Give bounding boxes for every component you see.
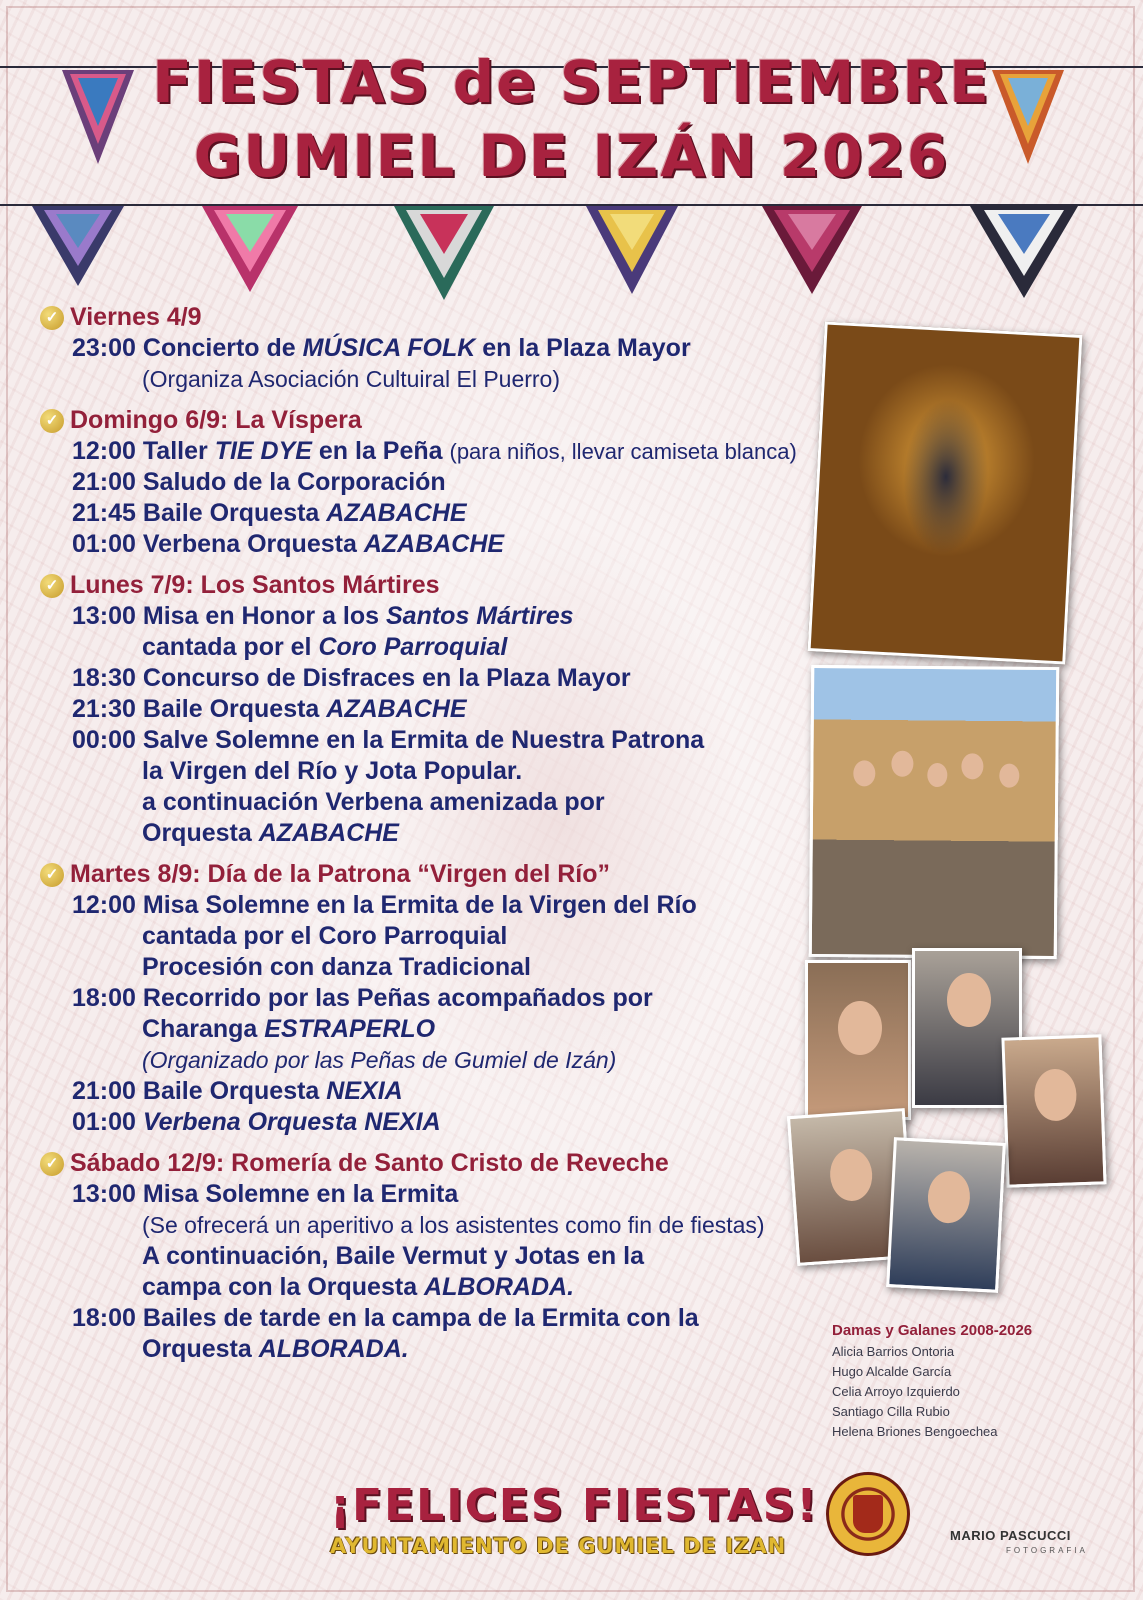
- event-line: [40, 529, 820, 560]
- poster-title-line1: FIESTAS de SEPTIEMBRE: [152, 48, 991, 116]
- event-highlight: Santos Mártires: [386, 602, 574, 630]
- event-line: [40, 364, 820, 395]
- virgin-altar-photo: [808, 321, 1083, 664]
- event-text: Charanga: [142, 1015, 265, 1043]
- portrait-photo-1: [805, 960, 911, 1120]
- event-text: 21:00 Saludo de la Corporación: [72, 468, 446, 496]
- event-highlight: (Organizado por las Peñas de Gumiel de Izán): [142, 1047, 617, 1073]
- checkmark-icon: ✓: [40, 1152, 64, 1176]
- event-text: 21:45 Baile Orquesta: [72, 499, 327, 527]
- event-line: [40, 818, 820, 849]
- event-line: [40, 1076, 820, 1107]
- event-highlight: AZABACHE: [326, 499, 467, 527]
- event-text: (para niños, llevar camiseta blanca): [449, 439, 797, 464]
- event-text: Orquesta: [142, 819, 259, 847]
- event-line: [40, 890, 820, 921]
- damas-name: Alicia Barrios Ontoria: [832, 1344, 955, 1359]
- event-line: [40, 756, 820, 787]
- damas-galanes-list: [832, 1322, 1092, 1442]
- photographer-credit: MARIO PASCUCCI: [950, 1528, 1071, 1543]
- event-line: [40, 601, 820, 632]
- day-block: [40, 405, 820, 560]
- event-line: [40, 333, 820, 364]
- event-highlight: MÚSICA FOLK: [302, 334, 476, 362]
- day-header: [40, 570, 820, 601]
- portrait-photo-3: [1001, 1034, 1106, 1187]
- event-line: [40, 1303, 820, 1334]
- bunting-flag-1: [30, 204, 126, 292]
- day-block: [40, 570, 820, 849]
- day-title: Martes 8/9: Día de la Patrona “Virgen del Río”: [70, 860, 610, 888]
- event-text: (Organiza Asociación Cultuiral El Puerro): [142, 366, 561, 392]
- event-text: 00:00 Salve Solemne en la Ermita de Nuestra Patrona: [72, 726, 705, 754]
- event-text: 13:00 Misa Solemne en la Ermita: [72, 1180, 459, 1208]
- event-line: [40, 952, 820, 983]
- event-line: [40, 632, 820, 663]
- event-line: [40, 1045, 820, 1076]
- event-line: [40, 1179, 820, 1210]
- event-text: 21:30 Baile Orquesta: [72, 695, 327, 723]
- event-line: [40, 1334, 820, 1365]
- day-title: Domingo 6/9: La Víspera: [70, 406, 362, 434]
- event-text: cantada por el Coro Parroquial: [142, 922, 508, 950]
- event-line: [40, 983, 820, 1014]
- event-line: [40, 725, 820, 756]
- event-highlight: AZABACHE: [258, 819, 399, 847]
- event-text: 18:00 Bailes de tarde en la campa de la Ermita con la: [72, 1304, 699, 1332]
- day-title: Viernes 4/9: [70, 303, 202, 331]
- event-text: en la Plaza Mayor: [475, 334, 691, 362]
- event-highlight: Verbena Orquesta: [142, 1108, 365, 1136]
- damas-name: Santiago Cilla Rubio: [832, 1404, 950, 1419]
- event-line: [40, 1241, 820, 1272]
- felices-fiestas-heading: ¡FELICES FIESTAS!: [330, 1480, 819, 1531]
- event-highlight: NEXIA: [326, 1077, 403, 1105]
- event-text: 23:00 Concierto de: [72, 334, 303, 362]
- event-line: [40, 921, 820, 952]
- event-line: [40, 787, 820, 818]
- event-text: en la Peña: [311, 437, 450, 465]
- event-text: 13:00 Misa en Honor a los: [72, 602, 386, 630]
- day-header: [40, 1148, 820, 1179]
- bunting-flag-3: [392, 204, 496, 308]
- group-street-photo: [809, 665, 1060, 959]
- checkmark-icon: ✓: [40, 409, 64, 433]
- damas-name: Hugo Alcalde García: [832, 1364, 952, 1379]
- event-line: [40, 1272, 820, 1303]
- event-text: a continuación Verbena amenizada por: [142, 788, 605, 816]
- bunting-flag-5: [760, 204, 864, 300]
- day-title: Sábado 12/9: Romería de Santo Cristo de Reveche: [70, 1149, 669, 1177]
- ayuntamiento-label: AYUNTAMIENTO DE GUMIEL DE IZAN: [330, 1534, 787, 1558]
- event-text: 01:00 Verbena Orquesta: [72, 530, 364, 558]
- event-text: 18:30 Concurso de Disfraces en la Plaza Mayor: [72, 664, 631, 692]
- event-highlight: ALBORADA.: [258, 1335, 409, 1363]
- checkmark-icon: ✓: [40, 306, 64, 330]
- event-line: [40, 694, 820, 725]
- day-block: [40, 859, 820, 1138]
- town-seal-icon: [826, 1472, 910, 1556]
- damas-name: Helena Briones Bengoechea: [832, 1424, 998, 1439]
- event-highlight: NEXIA: [364, 1108, 441, 1136]
- damas-name: Celia Arroyo Izquierdo: [832, 1384, 960, 1399]
- event-text: la Virgen del Río y Jota Popular.: [142, 757, 523, 785]
- event-text: 18:00 Recorrido por las Peñas acompañados por: [72, 984, 653, 1012]
- day-block: [40, 302, 820, 395]
- photographer-credit-sub: FOTOGRAFIA: [1006, 1546, 1088, 1555]
- event-highlight: TIE DYE: [214, 437, 312, 465]
- event-text: 12:00 Misa Solemne en la Ermita de la Virgen del Río: [72, 891, 697, 919]
- event-text: 12:00 Taller: [72, 437, 215, 465]
- event-highlight: AZABACHE: [363, 530, 505, 558]
- event-text: Procesión con danza Tradicional: [142, 953, 531, 981]
- bunting-flag-6: [968, 204, 1080, 304]
- event-text: cantada por el: [142, 633, 319, 661]
- checkmark-icon: ✓: [40, 574, 64, 598]
- event-text: (Se ofrecerá un aperitivo a los asistentes como fin de fiestas): [142, 1212, 765, 1238]
- day-title: Lunes 7/9: Los Santos Mártires: [70, 571, 440, 599]
- day-header: [40, 302, 820, 333]
- event-line: [40, 663, 820, 694]
- checkmark-icon: ✓: [40, 863, 64, 887]
- portrait-photo-5: [886, 1137, 1006, 1293]
- event-text: A continuación, Baile Vermut y Jotas en la: [142, 1242, 644, 1270]
- event-line: [40, 436, 820, 467]
- damas-title: Damas y Galanes 2008-2026: [832, 1322, 1033, 1339]
- day-block: [40, 1148, 820, 1365]
- event-line: [40, 1107, 820, 1138]
- bunting-flag-2: [200, 204, 300, 299]
- event-highlight: AZABACHE: [326, 695, 467, 723]
- event-line: [40, 1210, 820, 1241]
- event-text: 01:00: [72, 1108, 143, 1136]
- event-highlight: ALBORADA.: [424, 1273, 575, 1301]
- event-text: campa con la Orquesta: [142, 1273, 425, 1301]
- event-text: Orquesta: [142, 1335, 259, 1363]
- event-line: [40, 467, 820, 498]
- day-header: [40, 859, 820, 890]
- bunting-flag-4: [584, 204, 680, 300]
- day-header: [40, 405, 820, 436]
- event-line: [40, 1014, 820, 1045]
- event-line: [40, 498, 820, 529]
- event-highlight: ESTRAPERLO: [264, 1015, 436, 1043]
- event-highlight: Coro Parroquial: [318, 633, 508, 661]
- festival-schedule: [40, 302, 820, 1375]
- event-text: 21:00 Baile Orquesta: [72, 1077, 327, 1105]
- poster-title-line2: GUMIEL DE IZÁN 2026: [193, 122, 950, 190]
